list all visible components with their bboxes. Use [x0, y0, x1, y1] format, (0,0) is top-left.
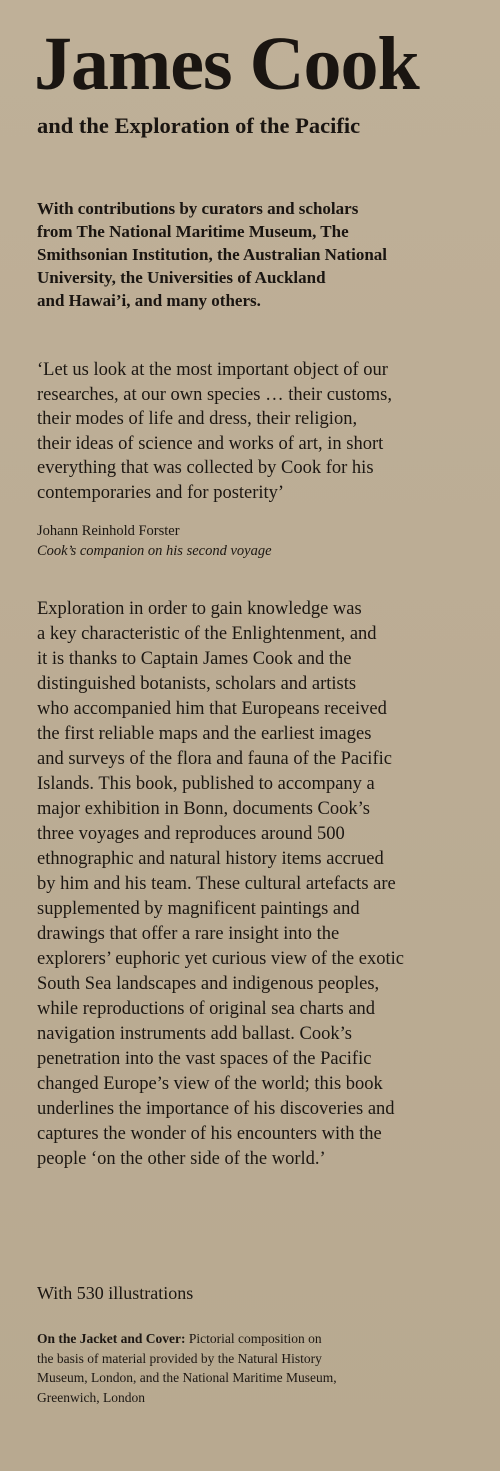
- body-line: while reproductions of original sea charts and: [37, 999, 376, 1019]
- body-line: Exploration in order to gain knowledge was: [37, 599, 362, 619]
- body-line: Islands. This book, published to accompany a: [37, 774, 375, 794]
- quote-line: ‘Let us look at the most important object of our: [37, 360, 388, 380]
- body-line: South Sea landscapes and indigenous peoples,: [37, 974, 380, 994]
- quote-line: contemporaries and for posterity’: [37, 482, 285, 503]
- contributors-line: from The National Maritime Museum, The: [37, 222, 349, 241]
- body-line: drawings that offer a rare insight into the: [37, 924, 340, 944]
- book-subtitle: and the Exploration of the Pacific: [37, 113, 361, 138]
- quote-line: their modes of life and dress, their religion,: [37, 409, 358, 430]
- attribution-name: Johann Reinhold Forster: [37, 523, 180, 539]
- body-line: distinguished botanists, scholars and artists: [37, 674, 357, 694]
- body-line: underlines the importance of his discoveries and: [37, 1099, 395, 1119]
- attribution-role: Cook’s companion on his second voyage: [37, 543, 272, 559]
- body-line: it is thanks to Captain James Cook and the: [37, 649, 352, 669]
- contributors-line: With contributions by curators and scholars: [37, 199, 359, 218]
- jacket-credit-label: On the Jacket and Cover:: [37, 1331, 186, 1346]
- contributors-statement: [37, 197, 477, 312]
- quote-attribution: [37, 521, 272, 561]
- book-title: James Cook: [34, 22, 419, 106]
- contributors-line: University, the Universities of Auckland: [37, 268, 326, 287]
- body-line: ethnographic and natural history items accrued: [37, 849, 384, 869]
- quote-line: their ideas of science and works of art, in short: [37, 433, 384, 454]
- body-line: a key characteristic of the Enlightenment, and: [37, 624, 377, 644]
- illustration-count: With 530 illustrations: [37, 1283, 194, 1303]
- body-line: the first reliable maps and the earliest images: [37, 724, 372, 744]
- body-line: explorers’ euphoric yet curious view of the exotic: [37, 949, 404, 969]
- jacket-credit-line: Museum, London, and the National Maritime Museum,: [37, 1370, 337, 1385]
- jacket-credit-text: Pictorial composition on: [185, 1331, 322, 1346]
- body-line: navigation instruments add ballast. Cook’s: [37, 1024, 352, 1044]
- quote-line: everything that was collected by Cook for his: [37, 458, 374, 479]
- body-line: who accompanied him that Europeans received: [37, 699, 387, 719]
- body-line: supplemented by magnificent paintings and: [37, 899, 360, 919]
- body-line: people ‘on the other side of the world.’: [37, 1149, 326, 1169]
- body-line: changed Europe’s view of the world; this book: [37, 1074, 383, 1094]
- body-line: penetration into the vast spaces of the Pacific: [37, 1049, 372, 1069]
- jacket-credit-line: the basis of material provided by the Natural History: [37, 1350, 322, 1366]
- body-line: captures the wonder of his encounters with the: [37, 1124, 382, 1144]
- jacket-credit: [37, 1329, 477, 1407]
- forster-quote: [37, 358, 477, 506]
- jacket-credit-first-line: [37, 1329, 477, 1349]
- body-line: three voyages and reproduces around 500: [37, 824, 345, 844]
- jacket-credit-line: Greenwich, London: [37, 1389, 145, 1405]
- contributors-line: Smithsonian Institution, the Australian National: [37, 245, 387, 264]
- body-line: major exhibition in Bonn, documents Cook’s: [37, 799, 370, 819]
- quote-line: researches, at our own species … their customs,: [37, 384, 392, 405]
- contributors-line: and Hawai’i, and many others.: [37, 291, 261, 310]
- description-paragraph: [37, 597, 487, 1172]
- body-line: and surveys of the flora and fauna of the Pacific: [37, 749, 392, 769]
- body-line: by him and his team. These cultural artefacts are: [37, 874, 396, 894]
